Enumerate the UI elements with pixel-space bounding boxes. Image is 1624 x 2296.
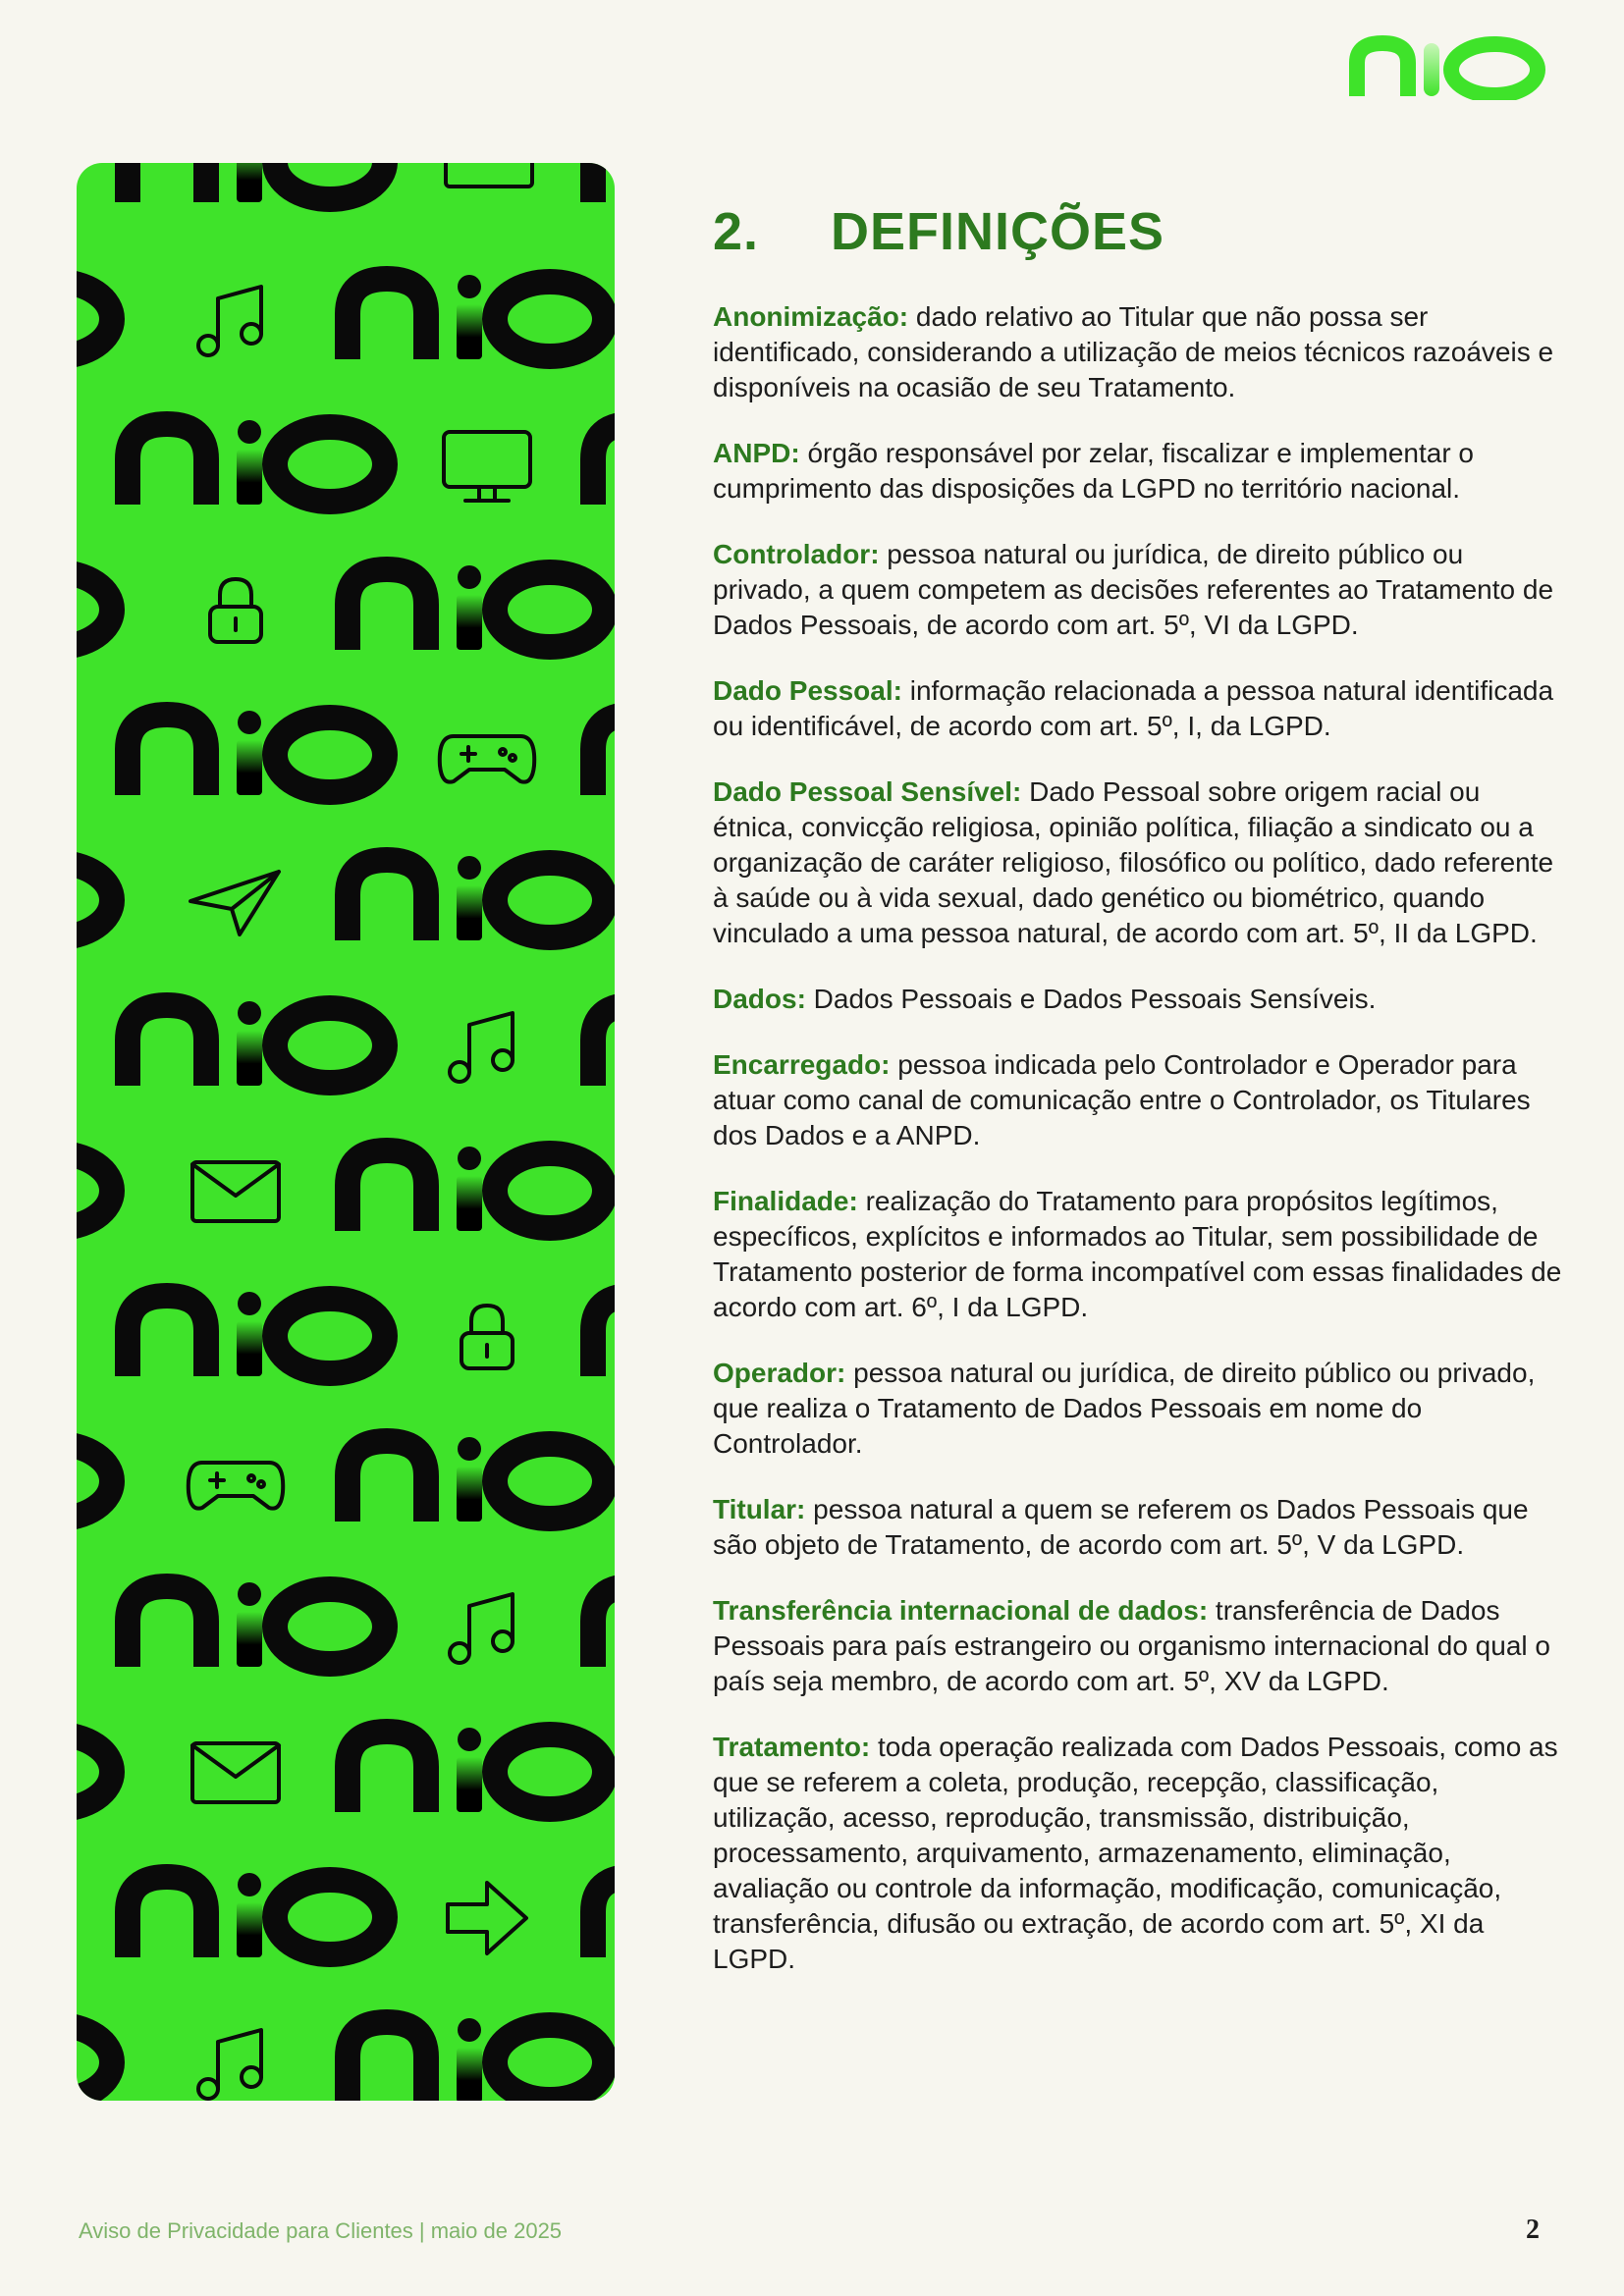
definitions-list [713, 299, 1567, 1977]
pattern-nio-word [128, 1582, 385, 1667]
definition-text: Dados Pessoais e Dados Pessoais Sensíveis. [805, 984, 1377, 1014]
definition-item [713, 1593, 1567, 1699]
definition-term: Dado Pessoal Sensível: [713, 776, 1022, 807]
section-title: DEFINIÇÕES [831, 202, 1165, 261]
definition-item [713, 673, 1567, 744]
definition-text: órgão responsável por zelar, fiscalizar e implementar o cumprimento das disposições da LGPD no território nacional. [713, 438, 1474, 504]
monitor-icon [444, 432, 530, 501]
definition-text: pessoa indicada pelo Controlador e Operador para atuar como canal de comunicação entre o Controlador, os Titulares dos Dados e a ANPD. [713, 1049, 1531, 1150]
definitions-section [713, 201, 1567, 2007]
definition-term: ANPD: [713, 438, 800, 468]
definition-term: Finalidade: [713, 1186, 858, 1216]
definition-text: informação relacionada a pessoa natural identificada ou identificável, de acordo com art. 5º, I, da LGPD. [713, 675, 1554, 741]
gamepad-icon [189, 1463, 283, 1509]
pattern-nio-word [128, 711, 385, 795]
mail-icon [446, 163, 532, 187]
definition-text: pessoa natural ou jurídica, de direito público ou privado, que realiza o Tratamento de Dados Pessoais em nome do Controlador. [713, 1358, 1536, 1459]
definition-text: dado relativo ao Titular que não possa ser identificado, considerando a utilização de meios técnicos razoáveis e disponíveis na ocasião de seu Tratamento. [713, 301, 1554, 402]
definition-term: Titular: [713, 1494, 806, 1524]
pattern-o-fragment [77, 282, 112, 356]
lock-icon [210, 579, 261, 642]
music-icon [450, 1594, 513, 1663]
pattern-o-fragment [77, 1444, 112, 1519]
pattern-nio-word [348, 275, 605, 359]
gamepad-icon [440, 736, 534, 782]
definition-term: Dado Pessoal: [713, 675, 902, 706]
definition-item [713, 982, 1567, 1017]
definition-term: Tratamento: [713, 1732, 871, 1762]
pattern-o-fragment [77, 1735, 112, 1809]
definition-term: Dados: [713, 984, 806, 1014]
lock-icon [461, 1306, 513, 1368]
send-icon [190, 872, 279, 934]
definition-text: toda operação realizada com Dados Pessoais, como as que se referem a coleta, produção, recepção, classificação, utilização, acesso, reprodução, transmissão, distribuição, processamento, arquivamento, armazenamento, eliminação, avaliação ou controle da informação, modificação, comunicação, transferência, difusão ou extração, de acordo com art. 5º, XI da LGPD. [713, 1732, 1558, 1974]
pattern-n-fragment [593, 1586, 615, 1667]
definition-text: transferência de Dados Pessoais para país estrangeiro ou organismo internacional do qual o país seja membro, de acordo com art. 5º, XV da LGPD. [713, 1595, 1550, 1696]
definition-item [713, 537, 1567, 643]
music-icon [198, 287, 261, 355]
definition-text: Dado Pessoal sobre origem racial ou étnica, convicção religiosa, opinião política, filiação a sindicato ou a organização de caráter religioso, filosófico ou político, dado referente à saúde ou à vida sexual, dado genético ou biométrico, quando vinculado a uma pessoa natural, de acordo com art. 5º, II da LGPD. [713, 776, 1554, 948]
definition-term: Controlador: [713, 539, 880, 569]
pattern-nio-word [128, 420, 385, 505]
page-number: 2 [1526, 2215, 1540, 2245]
pattern-nio-word [348, 856, 605, 940]
pattern-nio-word [128, 1001, 385, 1086]
pattern-o-fragment [77, 572, 112, 647]
music-icon [198, 2030, 261, 2099]
definition-text: pessoa natural a quem se referem os Dados Pessoais que são objeto de Tratamento, de acordo com art. 5º, V da LGPD. [713, 1494, 1529, 1560]
pattern-nio-word [348, 2018, 605, 2101]
definition-item [713, 1492, 1567, 1563]
music-icon [450, 1013, 513, 1082]
pattern-o-fragment [77, 2025, 112, 2100]
section-heading [713, 201, 1567, 262]
definition-term: Anonimização: [713, 301, 909, 332]
decorative-pattern-panel [77, 163, 615, 2101]
definition-item [713, 1047, 1567, 1153]
pattern-nio-word [128, 1873, 385, 1957]
definition-text: realização do Tratamento para propósitos legítimos, específicos, explícitos e informados ao Titular, sem possibilidade de Tratamento posterior de forma incompatível com essas finalidades de acordo com art. 6º, I da LGPD. [713, 1186, 1562, 1322]
mail-icon [192, 1162, 279, 1221]
definition-item [713, 436, 1567, 507]
definition-item [713, 1730, 1567, 1977]
definition-item [713, 774, 1567, 951]
pattern-n-fragment [593, 163, 615, 202]
definition-term: Transferência internacional de dados: [713, 1595, 1209, 1626]
pattern-svg [77, 163, 615, 2101]
pattern-nio-word [348, 565, 605, 650]
nio-logo [1349, 35, 1549, 100]
pattern-nio-word [128, 163, 385, 202]
section-number: 2. [713, 202, 760, 261]
definition-item [713, 299, 1567, 405]
pattern-o-fragment [77, 863, 112, 937]
pattern-n-fragment [593, 424, 615, 505]
pattern-nio-word [348, 1728, 605, 1812]
pattern-n-fragment [593, 715, 615, 795]
definition-item [713, 1356, 1567, 1462]
definition-text: pessoa natural ou jurídica, de direito público ou privado, a quem competem as decisões referentes ao Tratamento de Dados Pessoais, de acordo com art. 5º, VI da LGPD. [713, 539, 1554, 640]
definition-term: Operador: [713, 1358, 846, 1388]
pattern-nio-word [348, 1437, 605, 1522]
pattern-n-fragment [593, 1877, 615, 1957]
arrow-right-icon [448, 1883, 526, 1953]
mail-icon [192, 1743, 279, 1802]
pattern-n-fragment [593, 1005, 615, 1086]
pattern-o-fragment [77, 1153, 112, 1228]
pattern-nio-word [128, 1292, 385, 1376]
pattern-n-fragment [593, 1296, 615, 1376]
pattern-nio-word [348, 1147, 605, 1231]
definition-item [713, 1184, 1567, 1325]
footer-document-title: Aviso de Privacidade para Clientes | maio de 2025 [79, 2218, 563, 2243]
definition-term: Encarregado: [713, 1049, 891, 1080]
